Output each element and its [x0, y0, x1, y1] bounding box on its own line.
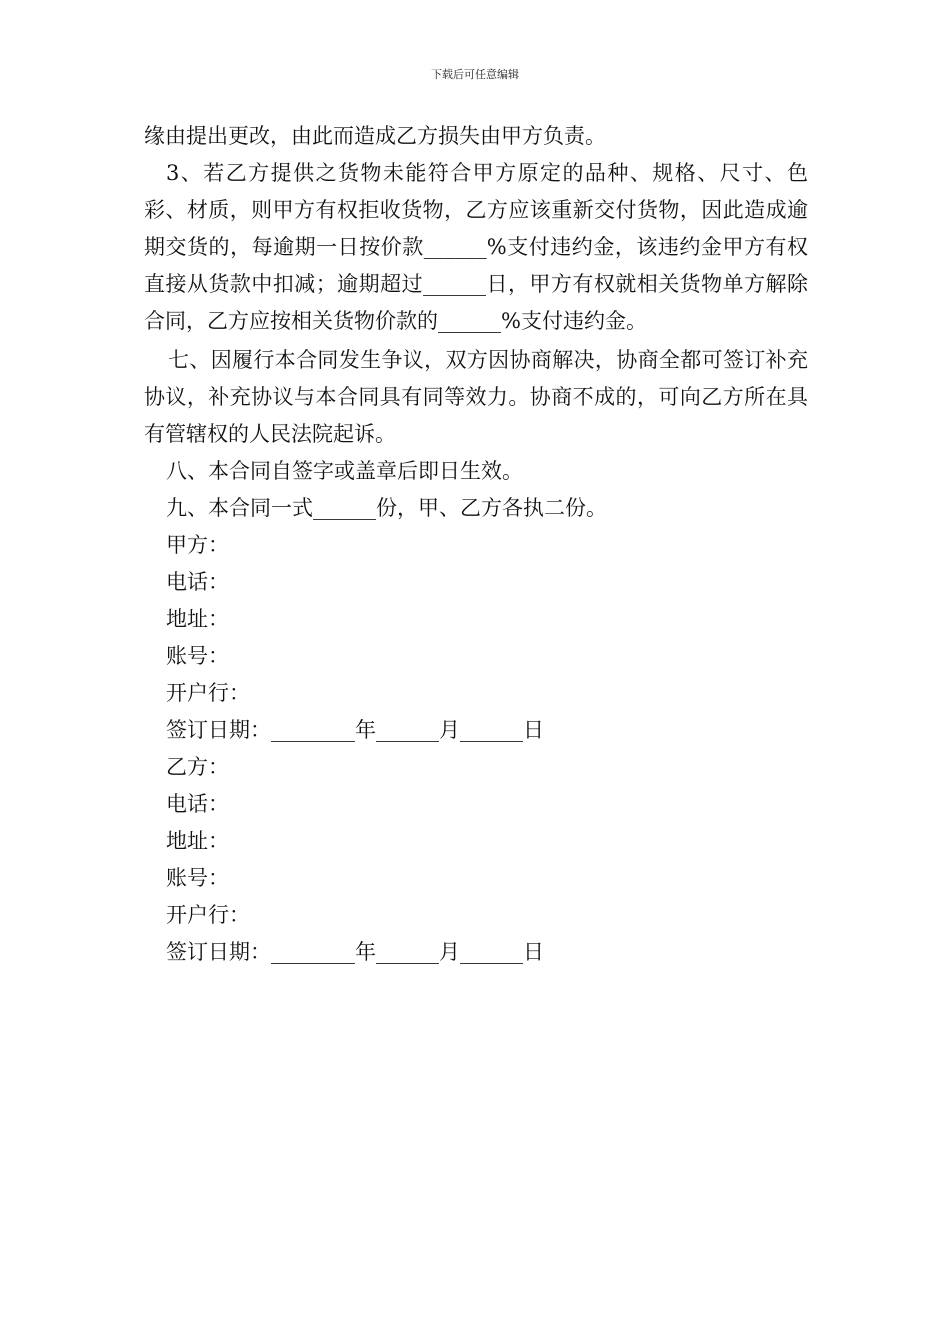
- paragraph-copies: 九、本合同一式______份，甲、乙方各执二份。: [166, 496, 607, 520]
- paragraph-dispute: 七、因履行本合同发生争议，双方因协商解决，协商全都可签订补充协议，补充协议与本合同具有同等效力。协商不成的，可向乙方所在具有管辖权的人民法院起诉。: [144, 348, 808, 446]
- paragraph-liability: 缘由提出更改，由此而造成乙方损失由甲方负责。: [144, 124, 606, 148]
- party-a-account: 账号：: [166, 644, 229, 668]
- party-a-sign-date: 签订日期：________年______月______日: [166, 718, 544, 742]
- party-b-address: 地址：: [166, 829, 229, 853]
- party-b-block: [144, 749, 808, 971]
- party-b-phone: 电话：: [166, 792, 229, 816]
- party-a-name: 甲方：: [166, 533, 229, 557]
- party-b-sign-date: 签订日期：________年______月______日: [166, 940, 544, 964]
- party-a-block: [144, 527, 808, 749]
- contract-body: [144, 118, 808, 971]
- party-b-account: 账号：: [166, 866, 229, 890]
- paragraph-effective: 八、本合同自签字或盖章后即日生效。: [166, 459, 523, 483]
- party-b-name: 乙方：: [166, 755, 229, 779]
- party-b-bank: 开户行：: [166, 903, 250, 927]
- party-a-address: 地址：: [166, 607, 229, 631]
- party-a-phone: 电话：: [166, 570, 229, 594]
- page-header: 下载后可任意编辑: [431, 68, 519, 81]
- party-a-bank: 开户行：: [166, 681, 250, 705]
- paragraph-clause-3: 3、若乙方提供之货物未能符合甲方原定的品种、规格、尺寸、色彩、材质，则甲方有权拒收货物，乙方应该重新交付货物，因此造成逾期交货的，每逾期一日按价款______%支付违约金，该违约金甲方有权直接从货款中扣减；逾期超过______日，甲方有权就相关货物单方解除合同，乙方应按相关货物价款的______%支付违约金。: [144, 161, 808, 333]
